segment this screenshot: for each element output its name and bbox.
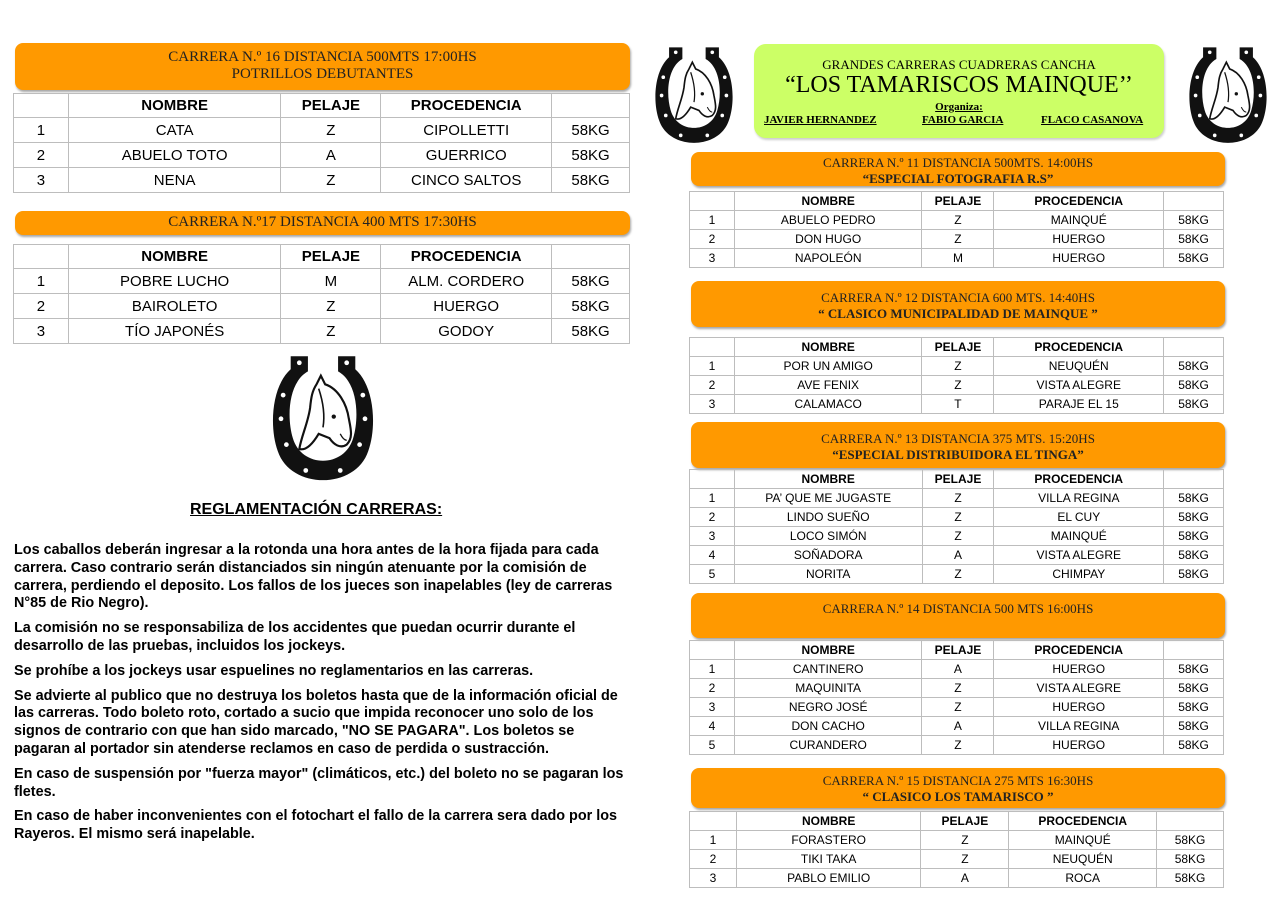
column-header: PELAJE <box>922 470 994 489</box>
race-16-category: POTRILLOS DEBUTANTES <box>231 66 414 82</box>
horseshoe-horse-icon <box>1184 44 1272 152</box>
organizer-name: FABIO GARCIA <box>922 114 1004 126</box>
column-header <box>1164 641 1224 660</box>
race-heading: CARRERA N.º 12 DISTANCIA 600 MTS. 14:40HS <box>821 290 1095 305</box>
table-cell: 58KG <box>1164 736 1224 755</box>
race-11-table <box>689 191 1224 268</box>
table-cell: HUERGO <box>994 660 1164 679</box>
table-row <box>14 118 630 143</box>
table-cell: PABLO EMILIO <box>736 869 921 888</box>
rules-title: REGLAMENTACIÓN CARRERAS: <box>190 501 443 518</box>
table-header-row <box>690 812 1224 831</box>
table-cell: ABUELO PEDRO <box>734 211 922 230</box>
column-header: PROCEDENCIA <box>994 338 1164 357</box>
race-heading: CARRERA N.º 13 DISTANCIA 375 MTS. 15:20HS <box>821 431 1095 446</box>
table-cell: POR UN AMIGO <box>734 357 922 376</box>
table-cell: 3 <box>690 698 735 717</box>
table-cell: BAIROLETO <box>68 294 281 319</box>
table-cell: T <box>922 395 994 414</box>
table-cell: Z <box>922 698 994 717</box>
rules-paragraph: Los caballos deberán ingresar a la rotonda una hora antes de la hora fijada para cada carrera. Caso contrario serán distanciados sin ningún atenuante por la comisión de carrera, perdiendo el deposito. Los fallos de los jueces son inapelables (ley de carreras N°85 de Rio Negro). <box>14 542 613 612</box>
race-12-table <box>689 337 1224 414</box>
table-cell: 3 <box>690 395 735 414</box>
table-row <box>14 319 630 344</box>
table-cell: A <box>922 660 994 679</box>
table-row <box>690 698 1224 717</box>
table-cell: CATA <box>68 118 281 143</box>
table-cell: M <box>922 249 994 268</box>
table-cell: Z <box>922 679 994 698</box>
table-cell: CHIMPAY <box>994 565 1164 584</box>
table-cell: DON CACHO <box>734 717 922 736</box>
table-cell: 58KG <box>552 319 630 344</box>
column-header <box>552 245 630 269</box>
table-row <box>690 850 1224 869</box>
table-cell: HUERGO <box>994 736 1164 755</box>
table-cell: 1 <box>690 211 735 230</box>
table-cell: 58KG <box>1164 527 1224 546</box>
table-cell: 58KG <box>1164 698 1224 717</box>
table-cell: Z <box>922 508 994 527</box>
table-header-row <box>690 338 1224 357</box>
table-cell: 58KG <box>1164 679 1224 698</box>
race-16-table <box>13 93 630 193</box>
table-cell: A <box>922 546 994 565</box>
table-cell: VILLA REGINA <box>994 717 1164 736</box>
table-cell: 5 <box>690 736 735 755</box>
column-header <box>690 470 735 489</box>
table-cell: Z <box>281 168 381 193</box>
table-cell: 1 <box>14 269 69 294</box>
organizer-name: JAVIER HERNANDEZ <box>764 114 877 126</box>
column-header <box>690 192 735 211</box>
column-header: PROCEDENCIA <box>994 470 1164 489</box>
table-cell: 1 <box>690 660 735 679</box>
table-cell: 58KG <box>1164 565 1224 584</box>
table-cell: LINDO SUEÑO <box>734 508 922 527</box>
table-cell: ALM. CORDERO <box>381 269 552 294</box>
rules-text <box>14 542 629 851</box>
column-header <box>690 338 735 357</box>
table-cell: 1 <box>690 831 737 850</box>
table-cell: 58KG <box>1164 717 1224 736</box>
table-cell: 58KG <box>1157 850 1224 869</box>
table-cell: GODOY <box>381 319 552 344</box>
table-cell: POBRE LUCHO <box>68 269 281 294</box>
race-17-banner <box>15 211 630 235</box>
table-cell: 4 <box>690 717 735 736</box>
race-16-heading: CARRERA N.º 16 DISTANCIA 500MTS 17:00HS <box>168 49 477 65</box>
table-cell: GUERRICO <box>381 143 552 168</box>
table-cell: FORASTERO <box>736 831 921 850</box>
table-cell: 3 <box>690 527 735 546</box>
table-row <box>14 269 630 294</box>
table-cell: VISTA ALEGRE <box>994 546 1164 565</box>
table-cell: 58KG <box>1157 869 1224 888</box>
table-cell: NAPOLEÓN <box>734 249 922 268</box>
table-cell: 58KG <box>1164 376 1224 395</box>
table-cell: CALAMACO <box>734 395 922 414</box>
table-cell: 3 <box>690 249 735 268</box>
column-header: NOMBRE <box>734 470 922 489</box>
column-header <box>1164 192 1224 211</box>
race-category: “ CLASICO LOS TAMARISCO ” <box>862 789 1054 804</box>
column-header: NOMBRE <box>734 338 922 357</box>
table-cell: EL CUY <box>994 508 1164 527</box>
table-cell: TÍO JAPONÉS <box>68 319 281 344</box>
rules-paragraph: La comisión no se responsabiliza de los accidentes que puedan ocurrir durante el desarrollo de las pruebas, incluidos los jockeys. <box>14 620 576 654</box>
column-header: NOMBRE <box>734 192 922 211</box>
column-header: PELAJE <box>281 245 381 269</box>
column-header: NOMBRE <box>734 641 922 660</box>
table-cell: A <box>921 869 1009 888</box>
table-cell: ABUELO TOTO <box>68 143 281 168</box>
table-cell: VISTA ALEGRE <box>994 376 1164 395</box>
table-row <box>690 869 1224 888</box>
table-cell: 58KG <box>1164 395 1224 414</box>
race-14-banner <box>691 593 1225 638</box>
table-cell: 58KG <box>552 118 630 143</box>
race-category: “ESPECIAL FOTOGRAFIA R.S” <box>862 171 1054 186</box>
table-cell: 1 <box>690 489 735 508</box>
table-cell: 58KG <box>1164 489 1224 508</box>
table-row <box>690 679 1224 698</box>
table-cell: 2 <box>690 679 735 698</box>
column-header: PELAJE <box>921 812 1009 831</box>
race-11-banner <box>691 152 1225 186</box>
table-cell: HUERGO <box>994 230 1164 249</box>
table-header-row <box>14 245 630 269</box>
table-cell: VILLA REGINA <box>994 489 1164 508</box>
table-cell: HUERGO <box>994 698 1164 717</box>
table-cell: 2 <box>690 376 735 395</box>
table-cell: M <box>281 269 381 294</box>
rules-paragraph: En caso de suspensión por "fuerza mayor" (climáticos, etc.) del boleto no se pagaran los fletes. <box>14 765 624 800</box>
table-cell: PA’ QUE ME JUGASTE <box>734 489 922 508</box>
table-cell: Z <box>921 831 1009 850</box>
table-cell: CIPOLLETTI <box>381 118 552 143</box>
column-header: PROCEDENCIA <box>994 192 1164 211</box>
col-nombre: NOMBRE <box>68 94 281 118</box>
table-row <box>690 357 1224 376</box>
race-17-table <box>13 244 630 344</box>
column-header <box>690 812 737 831</box>
table-cell: Z <box>922 230 994 249</box>
table-cell: HUERGO <box>994 249 1164 268</box>
event-title-box <box>754 44 1164 138</box>
table-row <box>690 717 1224 736</box>
table-cell: 2 <box>690 850 737 869</box>
column-header <box>690 641 735 660</box>
table-cell: 58KG <box>552 269 630 294</box>
table-cell: AVE FENIX <box>734 376 922 395</box>
event-title: “LOS TAMARISCOS MAINQUE’’ <box>785 72 1133 98</box>
column-header: NOMBRE <box>68 245 281 269</box>
column-header: PROCEDENCIA <box>381 245 552 269</box>
table-row <box>14 294 630 319</box>
table-row <box>690 395 1224 414</box>
organizer-name: FLACO CASANOVA <box>1041 114 1144 126</box>
table-cell: CURANDERO <box>734 736 922 755</box>
table-cell: NORITA <box>734 565 922 584</box>
table-cell: 3 <box>14 319 69 344</box>
table-cell: HUERGO <box>381 294 552 319</box>
column-header <box>552 94 630 118</box>
race-heading: CARRERA N.º 14 DISTANCIA 500 MTS 16:00HS <box>822 601 1094 616</box>
col-procedencia: PROCEDENCIA <box>381 94 552 118</box>
table-cell: 58KG <box>1164 230 1224 249</box>
table-cell: 1 <box>690 357 735 376</box>
rules-paragraph: Se prohíbe a los jockeys usar espuelines no reglamentarios en las carreras. <box>14 662 534 679</box>
column-header: NOMBRE <box>736 812 921 831</box>
rules-paragraph: Se advierte al publico que no destruya los boletos hasta que de la información oficial de las carreras. Todo boleto roto, cortado a sucio que impida reconocer uno solo de los signos de contrario con que han sido marcado, "NO SE PAGARA". Los boletos se pagaran al portador sin atenderse reclamos en caso de perdida o sustracción. <box>14 687 618 757</box>
column-header <box>1157 812 1224 831</box>
table-cell: 58KG <box>1164 660 1224 679</box>
table-cell: 3 <box>690 869 737 888</box>
table-row <box>690 831 1224 850</box>
table-cell: MAINQUÉ <box>994 211 1164 230</box>
table-row <box>690 660 1224 679</box>
race-12-banner <box>691 281 1225 327</box>
column-header: PELAJE <box>922 338 994 357</box>
table-row <box>690 527 1224 546</box>
table-cell: 5 <box>690 565 735 584</box>
table-row <box>690 211 1224 230</box>
table-cell: Z <box>281 294 381 319</box>
race-category: “ CLASICO MUNICIPALIDAD DE MAINQUE ” <box>818 306 1098 321</box>
table-header-row <box>690 192 1224 211</box>
table-cell: Z <box>922 211 994 230</box>
table-cell: A <box>922 717 994 736</box>
race-17-heading: CARRERA N.º17 DISTANCIA 400 MTS 17:30HS <box>168 214 477 230</box>
table-cell: SOÑADORA <box>734 546 922 565</box>
table-cell: 2 <box>690 508 735 527</box>
table-cell: Z <box>922 376 994 395</box>
table-cell: LOCO SIMÓN <box>734 527 922 546</box>
table-cell: 2 <box>690 230 735 249</box>
table-cell: MAQUINITA <box>734 679 922 698</box>
table-cell: 2 <box>14 143 69 168</box>
table-cell: 1 <box>14 118 69 143</box>
table-cell: MAINQUÉ <box>994 527 1164 546</box>
table-row <box>14 143 630 168</box>
table-cell: Z <box>921 850 1009 869</box>
table-cell: NEUQUÉN <box>994 357 1164 376</box>
horseshoe-horse-icon <box>265 352 381 492</box>
table-cell: Z <box>922 357 994 376</box>
table-row <box>690 376 1224 395</box>
table-cell: Z <box>281 118 381 143</box>
organiza-label: Organiza: <box>935 101 983 113</box>
table-cell: 58KG <box>552 143 630 168</box>
table-cell: 58KG <box>1164 508 1224 527</box>
race-heading: CARRERA N.º 15 DISTANCIA 275 MTS 16:30HS <box>822 773 1094 788</box>
table-row <box>14 168 630 193</box>
table-cell: A <box>281 143 381 168</box>
table-cell: 58KG <box>552 294 630 319</box>
table-cell: 58KG <box>552 168 630 193</box>
table-cell: 58KG <box>1164 546 1224 565</box>
table-cell: NEGRO JOSÉ <box>734 698 922 717</box>
table-row <box>690 736 1224 755</box>
race-15-table <box>689 811 1224 888</box>
table-cell: 2 <box>14 294 69 319</box>
table-cell: Z <box>281 319 381 344</box>
column-header <box>14 94 69 118</box>
race-14-table <box>689 640 1224 755</box>
column-header <box>1164 470 1224 489</box>
column-header: PROCEDENCIA <box>994 641 1164 660</box>
table-row <box>690 230 1224 249</box>
table-cell: NEUQUÉN <box>1009 850 1157 869</box>
table-row <box>690 508 1224 527</box>
table-header-row <box>14 94 630 118</box>
table-header-row <box>690 470 1224 489</box>
race-heading: CARRERA N.º 11 DISTANCIA 500MTS. 14:00HS <box>822 155 1094 170</box>
table-cell: TIKI TAKA <box>736 850 921 869</box>
table-cell: ROCA <box>1009 869 1157 888</box>
race-16-banner <box>15 43 630 90</box>
table-row <box>690 249 1224 268</box>
table-row <box>690 546 1224 565</box>
table-cell: 58KG <box>1157 831 1224 850</box>
table-cell: Z <box>922 527 994 546</box>
column-header <box>1164 338 1224 357</box>
column-header: PELAJE <box>922 641 994 660</box>
column-header: PELAJE <box>922 192 994 211</box>
table-cell: DON HUGO <box>734 230 922 249</box>
event-subtitle: GRANDES CARRERAS CUADRERAS CANCHA <box>822 57 1096 72</box>
table-cell: 58KG <box>1164 249 1224 268</box>
table-cell: 4 <box>690 546 735 565</box>
table-cell: 58KG <box>1164 357 1224 376</box>
table-row <box>690 565 1224 584</box>
race-13-banner <box>691 422 1225 468</box>
table-cell: NENA <box>68 168 281 193</box>
table-row <box>690 489 1224 508</box>
race-15-banner <box>691 768 1225 808</box>
table-cell: 3 <box>14 168 69 193</box>
col-pelaje: PELAJE <box>281 94 381 118</box>
table-cell: MAINQUÉ <box>1009 831 1157 850</box>
table-cell: CINCO SALTOS <box>381 168 552 193</box>
table-cell: Z <box>922 736 994 755</box>
table-header-row <box>690 641 1224 660</box>
rules-paragraph: En caso de haber inconvenientes con el fotochart el fallo de la carrera sera dado por los Rayeros. El mismo será inapelable. <box>14 808 617 843</box>
horseshoe-horse-icon <box>650 44 738 152</box>
race-13-table <box>689 469 1224 584</box>
column-header: PROCEDENCIA <box>1009 812 1157 831</box>
race-category: “ESPECIAL DISTRIBUIDORA EL TINGA” <box>832 447 1084 462</box>
table-cell: Z <box>922 489 994 508</box>
table-cell: Z <box>922 565 994 584</box>
table-cell: VISTA ALEGRE <box>994 679 1164 698</box>
table-cell: 58KG <box>1164 211 1224 230</box>
table-cell: PARAJE EL 15 <box>994 395 1164 414</box>
table-cell: CANTINERO <box>734 660 922 679</box>
column-header <box>14 245 69 269</box>
